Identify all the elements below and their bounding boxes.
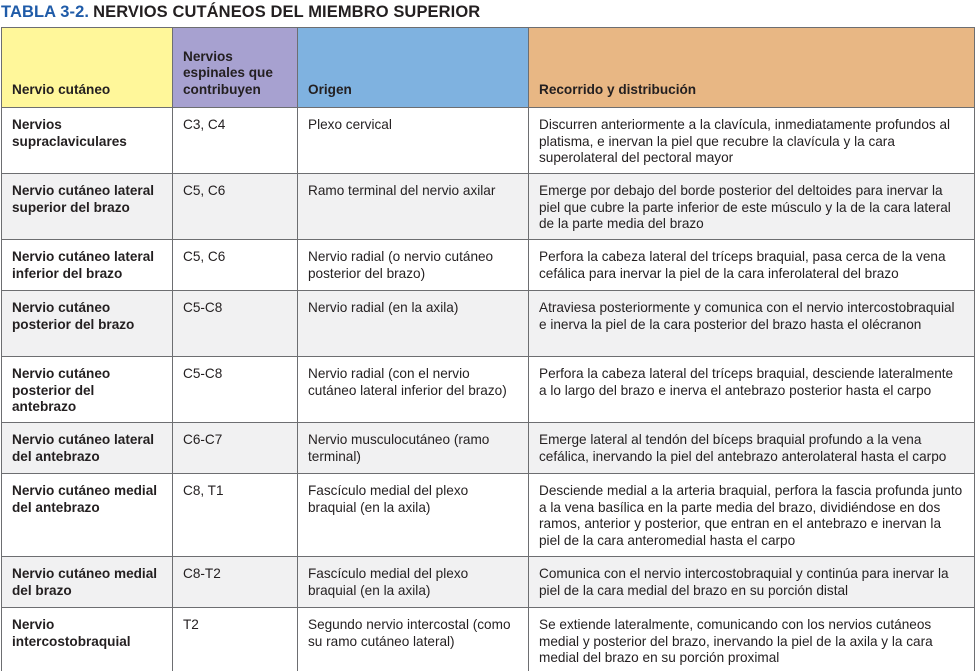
cell-recorrido: Perfora la cabeza lateral del tríceps braquial, pasa cerca de la vena cefálica para inervar la piel de la cara inferolateral del brazo (529, 240, 975, 291)
table-row (2, 608, 975, 671)
table-title (1, 1, 480, 25)
cell-recorrido: Atraviesa posteriormente y comunica con el nervio intercostobraquial e inerva la piel de la cara posterior del brazo hasta el olécranon (529, 291, 975, 357)
cell-espinales: C5-C8 (173, 291, 298, 357)
cell-nervio: Nervios supraclaviculares (2, 108, 173, 174)
cell-espinales: C5-C8 (173, 357, 298, 423)
table-row (2, 174, 975, 240)
header-nervios-espinales: Nervios espinales que contribuyen (173, 28, 298, 108)
cell-recorrido: Emerge lateral al tendón del bíceps braquial profundo a la vena cefálica, inervando la piel del antebrazo anterolateral hasta el carpo (529, 423, 975, 474)
cell-recorrido: Perfora la cabeza lateral del tríceps braquial, desciende lateralmente a lo largo del brazo e inerva el antebrazo posterior hasta el carpo (529, 357, 975, 423)
table-row (2, 557, 975, 608)
table-row (2, 240, 975, 291)
table-title-text: NERVIOS CUTÁNEOS DEL MIEMBRO SUPERIOR (93, 3, 481, 21)
header-nervio-cutaneo: Nervio cutáneo (2, 28, 173, 108)
cell-nervio: Nervio cutáneo medial del antebrazo (2, 474, 173, 557)
cell-nervio: Nervio cutáneo posterior del antebrazo (2, 357, 173, 423)
cell-origen: Fascículo medial del plexo braquial (en la axila) (298, 557, 529, 608)
cell-espinales: T2 (173, 608, 298, 671)
cell-origen: Nervio musculocutáneo (ramo terminal) (298, 423, 529, 474)
table-row (2, 423, 975, 474)
cell-recorrido: Emerge por debajo del borde posterior del deltoides para inervar la piel que cubre la parte inferior de este músculo y la de la cara lateral de la parte media del brazo (529, 174, 975, 240)
cell-espinales: C3, C4 (173, 108, 298, 174)
cell-espinales: C5, C6 (173, 240, 298, 291)
cell-origen: Plexo cervical (298, 108, 529, 174)
cell-nervio: Nervio cutáneo lateral del antebrazo (2, 423, 173, 474)
cell-espinales: C8-T2 (173, 557, 298, 608)
table-row (2, 291, 975, 357)
cell-origen: Nervio radial (con el nervio cutáneo lateral inferior del brazo) (298, 357, 529, 423)
table-number-label: TABLA 3-2. (1, 3, 90, 21)
cell-origen: Ramo terminal del nervio axilar (298, 174, 529, 240)
cell-origen: Nervio radial (en la axila) (298, 291, 529, 357)
cell-origen: Fascículo medial del plexo braquial (en la axila) (298, 474, 529, 557)
cell-nervio: Nervio cutáneo lateral superior del brazo (2, 174, 173, 240)
cell-origen: Segundo nervio intercostal (como su ramo cutáneo lateral) (298, 608, 529, 671)
cell-espinales: C6-C7 (173, 423, 298, 474)
table-row (2, 357, 975, 423)
cell-recorrido: Discurren anteriormente a la clavícula, inmediatamente profundos al platisma, e inervan la piel que recubre la clavícula y la cara superolateral del pectoral mayor (529, 108, 975, 174)
table-row (2, 108, 975, 174)
cell-origen: Nervio radial (o nervio cutáneo posterior del brazo) (298, 240, 529, 291)
cell-espinales: C8, T1 (173, 474, 298, 557)
cell-espinales: C5, C6 (173, 174, 298, 240)
header-recorrido: Recorrido y distribución (529, 28, 975, 108)
cell-recorrido: Se extiende lateralmente, comunicando con los nervios cutáneos medial y posterior del brazo, inervando la piel de la axila y la cara medial del brazo en su porción proximal (529, 608, 975, 671)
table-row (2, 474, 975, 557)
cell-recorrido: Comunica con el nervio intercostobraquial y continúa para inervar la piel de la cara medial del brazo en su porción distal (529, 557, 975, 608)
header-origen: Origen (298, 28, 529, 108)
cell-nervio: Nervio cutáneo medial del brazo (2, 557, 173, 608)
cutaneous-nerves-table (1, 27, 975, 671)
cell-nervio: Nervio cutáneo lateral inferior del brazo (2, 240, 173, 291)
cell-nervio: Nervio cutáneo posterior del brazo (2, 291, 173, 357)
table-header-row (2, 28, 975, 108)
cell-nervio: Nervio intercostobraquial (2, 608, 173, 671)
cell-recorrido: Desciende medial a la arteria braquial, perfora la fascia profunda junto a la vena basílica en la parte media del brazo, dividiéndose en dos ramos, anterior y posterior, que entran en el antebrazo e inervan la piel de la cara anteromedial hasta el carpo (529, 474, 975, 557)
